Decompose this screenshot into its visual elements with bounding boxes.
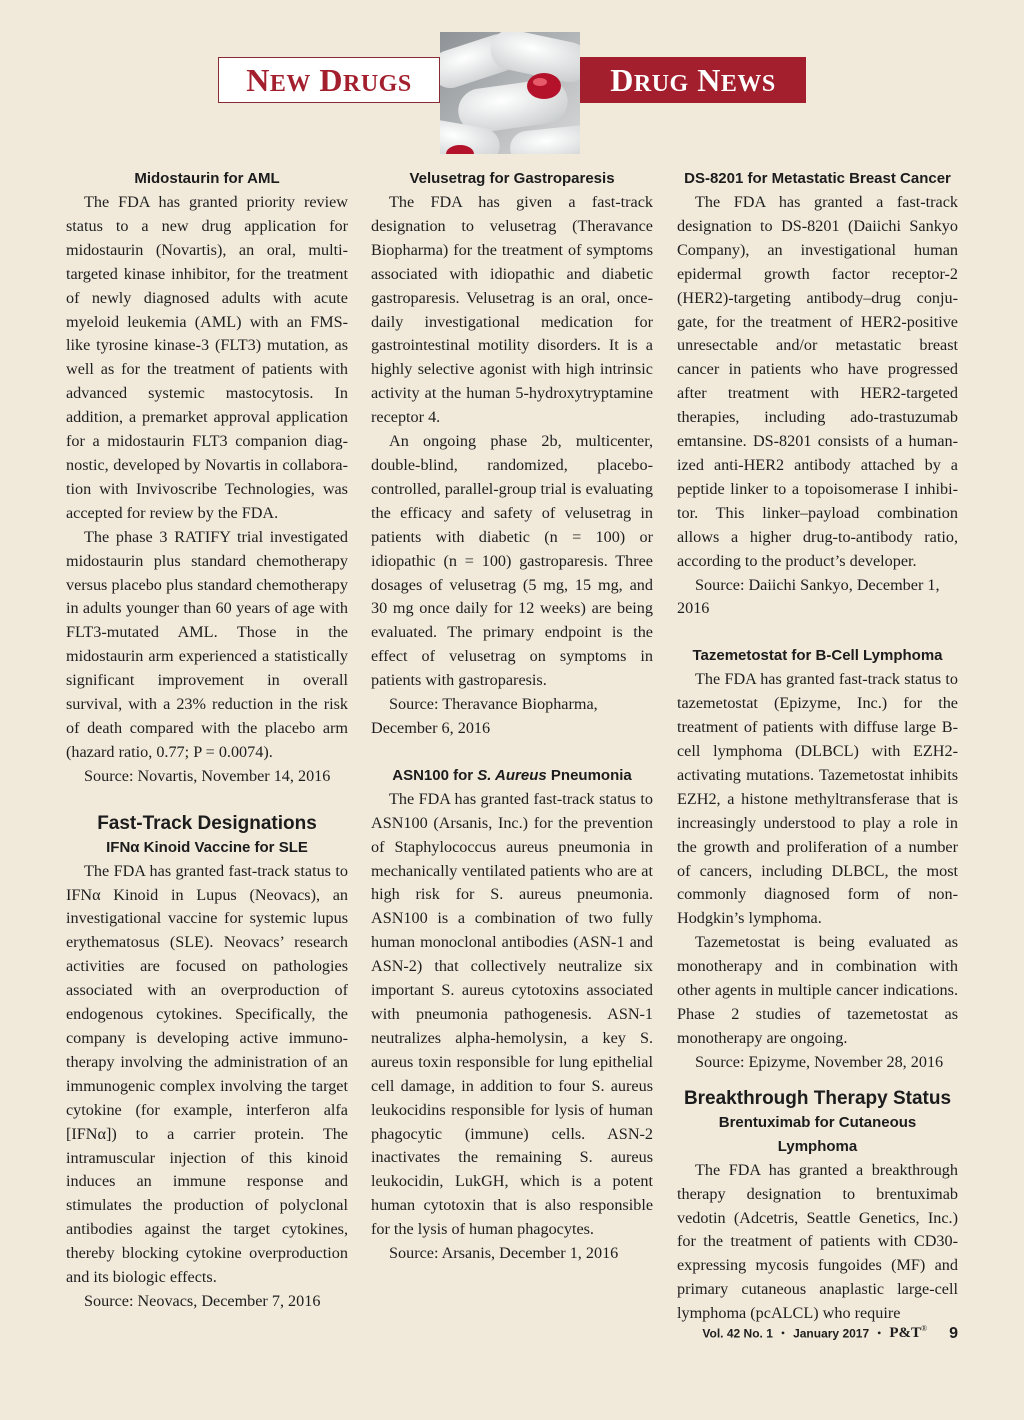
article-paragraph: The FDA has granted fast-track status to IFNα Kinoid in Lupus (Neovacs), an investigational vaccine for systemic lupus erythematosus (SLE). Neovacs’ research activities are focused on pathologies associated with an overproduction of endogenous cytokines. Specifically, the company is developing active immunotherapy involving the administration of an immunogenic complex involving the target cytokine (for example, interferon alfa [IFNα]) to a carrier protein. The intramuscular injection of this kinoid induces an immune response and stimulates the production of polyclonal antibodies against the target cytokines, thereby blocking cytokine overproduction and its biologic effects. (66, 861, 348, 1287)
article-source: Source: Arsanis, December 1, 2016 (389, 1244, 619, 1263)
title-rest: EWS (720, 70, 776, 97)
pills-photo-icon (440, 32, 580, 154)
page-footer (700, 1324, 958, 1348)
article-title: Midostaurin for AML (134, 170, 280, 187)
article-title: DS-8201 for Metastatic Breast Cancer (684, 170, 951, 187)
article-paragraph: The FDA has granted fast-track status to tazemetostat (Epizyme, Inc.) for the treatment of patients with diffuse large B-cell lymphoma (DLBCL) with EZH2-activating mutations. Tazemetostat inhibits EZH2, a histone methyltransferase that is increasingly understood to play a role in the growth and proliferation of a number of cancers, including DLBCL, the most commonly diagnosed form of non-Hodgkin’s lymphoma. (677, 670, 958, 928)
article-paragraph: The FDA has granted priority review status to a new drug application for midostaurin (Novartis), an oral, multitargeted kinase inhibitor, for the treatment of newly diagnosed adults with acute myeloid leukemia (AML) with an FMS-like tyrosine kinase-3 (FLT3) mutation, as well as for the treatment of patients with advanced systemic mastocytosis. In addition, a premarket approval application for a midostaurin FLT3 companion diagnostic, developed by Novartis in collaboration with Invivoscribe Technologies, was accepted for review by the FDA. (66, 193, 348, 522)
article-paragraph: The FDA has granted a fast-track designation to DS-8201 (Daiichi Sankyo Company), an investigational human epidermal growth factor receptor-2 (HER2)-targeting antibody–drug conjugate, for the treatment of HER2-positive unresectable and/or metastatic breast cancer in patients who have progressed after treatment with HER2-targeted therapies, including ado-trastuzumab emtansine. DS-8201 consists of a humanized anti-HER2 antibody attached by a peptide linker to a topoisomerase I inhibitor. This linker–payload combination allows a higher drug-to-antibody ratio, according to the product’s developer. (677, 193, 958, 570)
separator: • (780, 1326, 786, 1341)
title-initial: D (610, 61, 634, 98)
article-source: Source: Daiichi Sankyo, December 1, 2016 (677, 575, 940, 618)
article-title: Tazemetostat for B-Cell Lymphoma (692, 647, 943, 665)
article-title: Brentuximab for Cutaneous Lymphoma (718, 1113, 917, 1155)
column-2 (371, 167, 653, 1266)
article-source: Source: Novartis, November 14, 2016 (84, 766, 331, 785)
column-3 (677, 167, 958, 1326)
article-title: ASN100 for S. Aureus Pneumonia (392, 766, 632, 784)
article-source: Source: Theravance Biopharma, December 6, 2016 (371, 695, 598, 737)
article-paragraph: The FDA has granted fast-track status to ASN100 (Arsanis, Inc.) for the prevention of Staphylococcus aureus pneumonia in mechanically ventilated patients who are at high risk for S. aureus pneumonia. ASN100 is a combination of two fully human monoclonal antibodies (ASN-1 and ASN-2) that collectively neutralize six important S. aureus cytotoxins associated with pneumonia pathogenesis. ASN-1 neutralizes alpha-hemolysin, a key S. aureus toxin responsible for lung epithelial cell damage, in addition to four S. aureus leukocidins responsible for lysis of human phagocytic (immune) cells. ASN-2 inactivates the remaining S. aureus leukocidin, LukGH, which is a potent human cytotoxin that is also responsible for the lysis of human phagocytes. (371, 789, 653, 1239)
article-source: Source: Neovacs, December 7, 2016 (84, 1291, 321, 1310)
title-initial: D (319, 61, 344, 98)
article-paragraph: The FDA has given a fast-track designation to velusetrag (Theravance Biopharma) for the treatment of symptoms associated with idiopathic and diabetic gastroparesis. Velusetrag is an oral, once-daily investigational medication for gastrointestinal motility disorders. It is a highly selective agonist with high intrinsic activity at the human 5-hydroxytryptamine receptor 4. (371, 193, 653, 427)
title-initial: N (246, 61, 270, 98)
page-number: 9 (949, 1324, 958, 1342)
article-paragraph: The FDA has granted a breakthrough therapy designation to brentuximab vedotin (Adcetris, Seattle Genetics, Inc.) for the treatment of patients with CD30-expressing mycosis fungoides (MF) and primary cutaneous anaplastic large-cell lymphoma (pcALCL) who require (677, 1160, 958, 1323)
registered-mark: ® (921, 1324, 928, 1333)
issue-info: Vol. 42 No. 1 (702, 1326, 773, 1341)
article-paragraph: An ongoing phase 2b, multicenter, double-blind, randomized, placebo-controlled, parallel-group trial is evaluating the efficacy and safety of velusetrag in patients with diabetic (n = 100) or idiopathic (n = 100) gastroparesis. Three dosages of velusetrag (5 mg, 15 mg, and 30 mg once daily for 12 weeks) are being evaluated. The primary endpoint is the effect of velusetrag on symptoms in patients with gastroparesis. (371, 432, 653, 690)
header-banner (0, 0, 1024, 160)
article-title: IFNα Kinoid Vaccine for SLE (106, 838, 308, 856)
title-initial: N (697, 61, 721, 98)
journal-name: P&T (889, 1325, 922, 1342)
new-drugs-title (218, 57, 440, 103)
section-title: Breakthrough Therapy Status (683, 1087, 952, 1109)
column-1 (66, 167, 348, 1314)
title-rest: EW (269, 70, 311, 97)
issue-date: January 2017 (793, 1326, 870, 1341)
article-source: Source: Epizyme, November 28, 2016 (695, 1052, 944, 1071)
separator: • (877, 1326, 882, 1341)
article-paragraph: The phase 3 RATIFY trial investigated midostaurin plus standard chemotherapy versus placebo plus standard chemotherapy in adults younger than 60 years of age with FLT3-mutated AML. Those in the midostaurin arm experienced a statistically significant improvement in overall survival, with a 23% reduction in the risk of death compared with the placebo arm (hazard ratio, 0.77; P = 0.0074). (66, 527, 348, 761)
section-title: Fast-Track Designations (97, 812, 317, 834)
article-title: Velusetrag for Gastroparesis (409, 170, 615, 187)
article-paragraph: Tazemetostat is being evaluated as monotherapy and in combination with other agents in multiple cancer indications. Phase 2 studies of tazemetostat as monotherapy are ongoing. (677, 933, 958, 1047)
title-rest: RUG (633, 70, 689, 97)
title-rest: RUGS (343, 70, 412, 97)
drug-news-title (580, 57, 806, 103)
